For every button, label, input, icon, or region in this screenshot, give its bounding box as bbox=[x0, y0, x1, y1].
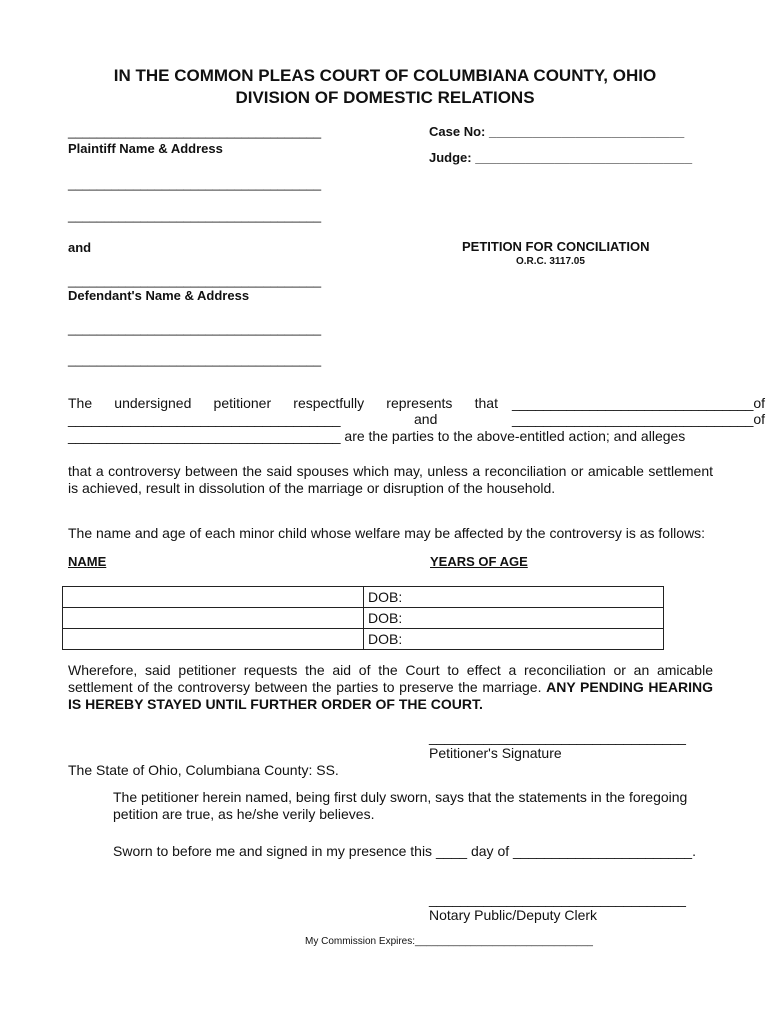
child-name-cell[interactable] bbox=[63, 587, 364, 608]
word: represents bbox=[386, 395, 453, 411]
defendant-address-blank-1[interactable]: ___________________________________ bbox=[68, 321, 322, 336]
child-dob-cell[interactable]: DOB: bbox=[364, 629, 664, 650]
table-row bbox=[63, 608, 664, 629]
sworn-statement: The petitioner herein named, being first duly sworn, says that the statements in the foregoing petition are true, as he/she verily believes. bbox=[113, 789, 688, 822]
notary-signature-line[interactable]: _________________________________ bbox=[429, 891, 686, 907]
word: The bbox=[68, 395, 93, 411]
name-column-header: NAME bbox=[68, 554, 107, 569]
defendant-address-blank-2[interactable]: ___________________________________ bbox=[68, 352, 322, 367]
plaintiff-address-blank-1[interactable]: ___________________________________ bbox=[68, 176, 322, 191]
wherefore-paragraph bbox=[68, 662, 713, 713]
case-number-field[interactable]: Case No: ___________________________ bbox=[429, 124, 685, 139]
petitioner-signature-label: Petitioner's Signature bbox=[429, 745, 562, 761]
children-table bbox=[62, 586, 664, 650]
child-dob-cell[interactable]: DOB: bbox=[364, 608, 664, 629]
word: respectfully bbox=[293, 395, 365, 411]
children-intro: The name and age of each minor child whose welfare may be affected by the controversy is as follows: bbox=[68, 525, 706, 541]
plaintiff-address-blank-2[interactable]: ___________________________________ bbox=[68, 208, 322, 223]
petitioner-signature-line[interactable]: _________________________________ bbox=[429, 729, 686, 745]
child-name-cell[interactable] bbox=[63, 608, 364, 629]
word: petitioner bbox=[213, 395, 272, 411]
sworn-date-line[interactable]: Sworn to before me and signed in my presence this ____ day of _______________________. bbox=[113, 843, 696, 859]
stay-notice: ANY PENDING HEARING IS HEREBY STAYED UNTIL FURTHER ORDER OF THE COURT. bbox=[68, 679, 713, 712]
plaintiff-label: Plaintiff Name & Address bbox=[68, 141, 223, 156]
child-dob-cell[interactable]: DOB: bbox=[364, 587, 664, 608]
commission-expires-field[interactable]: My Commission Expires:________________________________ bbox=[305, 936, 593, 947]
and-label: and bbox=[68, 240, 92, 255]
table-row bbox=[63, 629, 664, 650]
petition-statement-line-1 bbox=[68, 395, 498, 411]
word: undersigned bbox=[114, 395, 192, 411]
plaintiff-name-blank[interactable]: ___________________________________ bbox=[68, 124, 322, 139]
orc-reference: O.R.C. 3117.05 bbox=[516, 256, 585, 267]
age-column-header: YEARS OF AGE bbox=[430, 554, 528, 569]
division-title: DIVISION OF DOMESTIC RELATIONS bbox=[235, 88, 535, 107]
child-name-cell[interactable] bbox=[63, 629, 364, 650]
defendant-name-blank[interactable]: ___________________________________ bbox=[68, 273, 322, 288]
table-row bbox=[63, 587, 664, 608]
court-title: IN THE COMMON PLEAS COURT OF COLUMBIANA COUNTY, OHIO bbox=[113, 66, 657, 85]
party-1-blank[interactable]: _______________________________of bbox=[512, 395, 766, 411]
petition-title: PETITION FOR CONCILIATION bbox=[462, 239, 650, 254]
notary-label: Notary Public/Deputy Clerk bbox=[429, 907, 598, 923]
party-2-blank[interactable]: _______________________________of bbox=[512, 411, 766, 427]
state-county-ss: The State of Ohio, Columbiana County: SS. bbox=[68, 762, 339, 778]
defendant-label: Defendant's Name & Address bbox=[68, 288, 250, 303]
and-word: and bbox=[414, 411, 438, 427]
petition-statement-line-3: ___________________________________ are the parties to the above-entitled action; and alleges bbox=[68, 428, 686, 444]
judge-field[interactable]: Judge: ______________________________ bbox=[429, 150, 693, 165]
word: that bbox=[474, 395, 498, 411]
party-1-county-blank[interactable]: ___________________________________ bbox=[68, 411, 341, 427]
controversy-paragraph: that a controversy between the said spouses which may, unless a reconciliation or amicable settlement is achieved, result in dissolution of the marriage or disruption of the household. bbox=[68, 463, 713, 496]
wherefore-text: Wherefore, said petitioner requests the aid of the Court to effect a reconciliation or an amicable settlement of the controversy between the parties to preserve the marriage. bbox=[68, 662, 713, 695]
